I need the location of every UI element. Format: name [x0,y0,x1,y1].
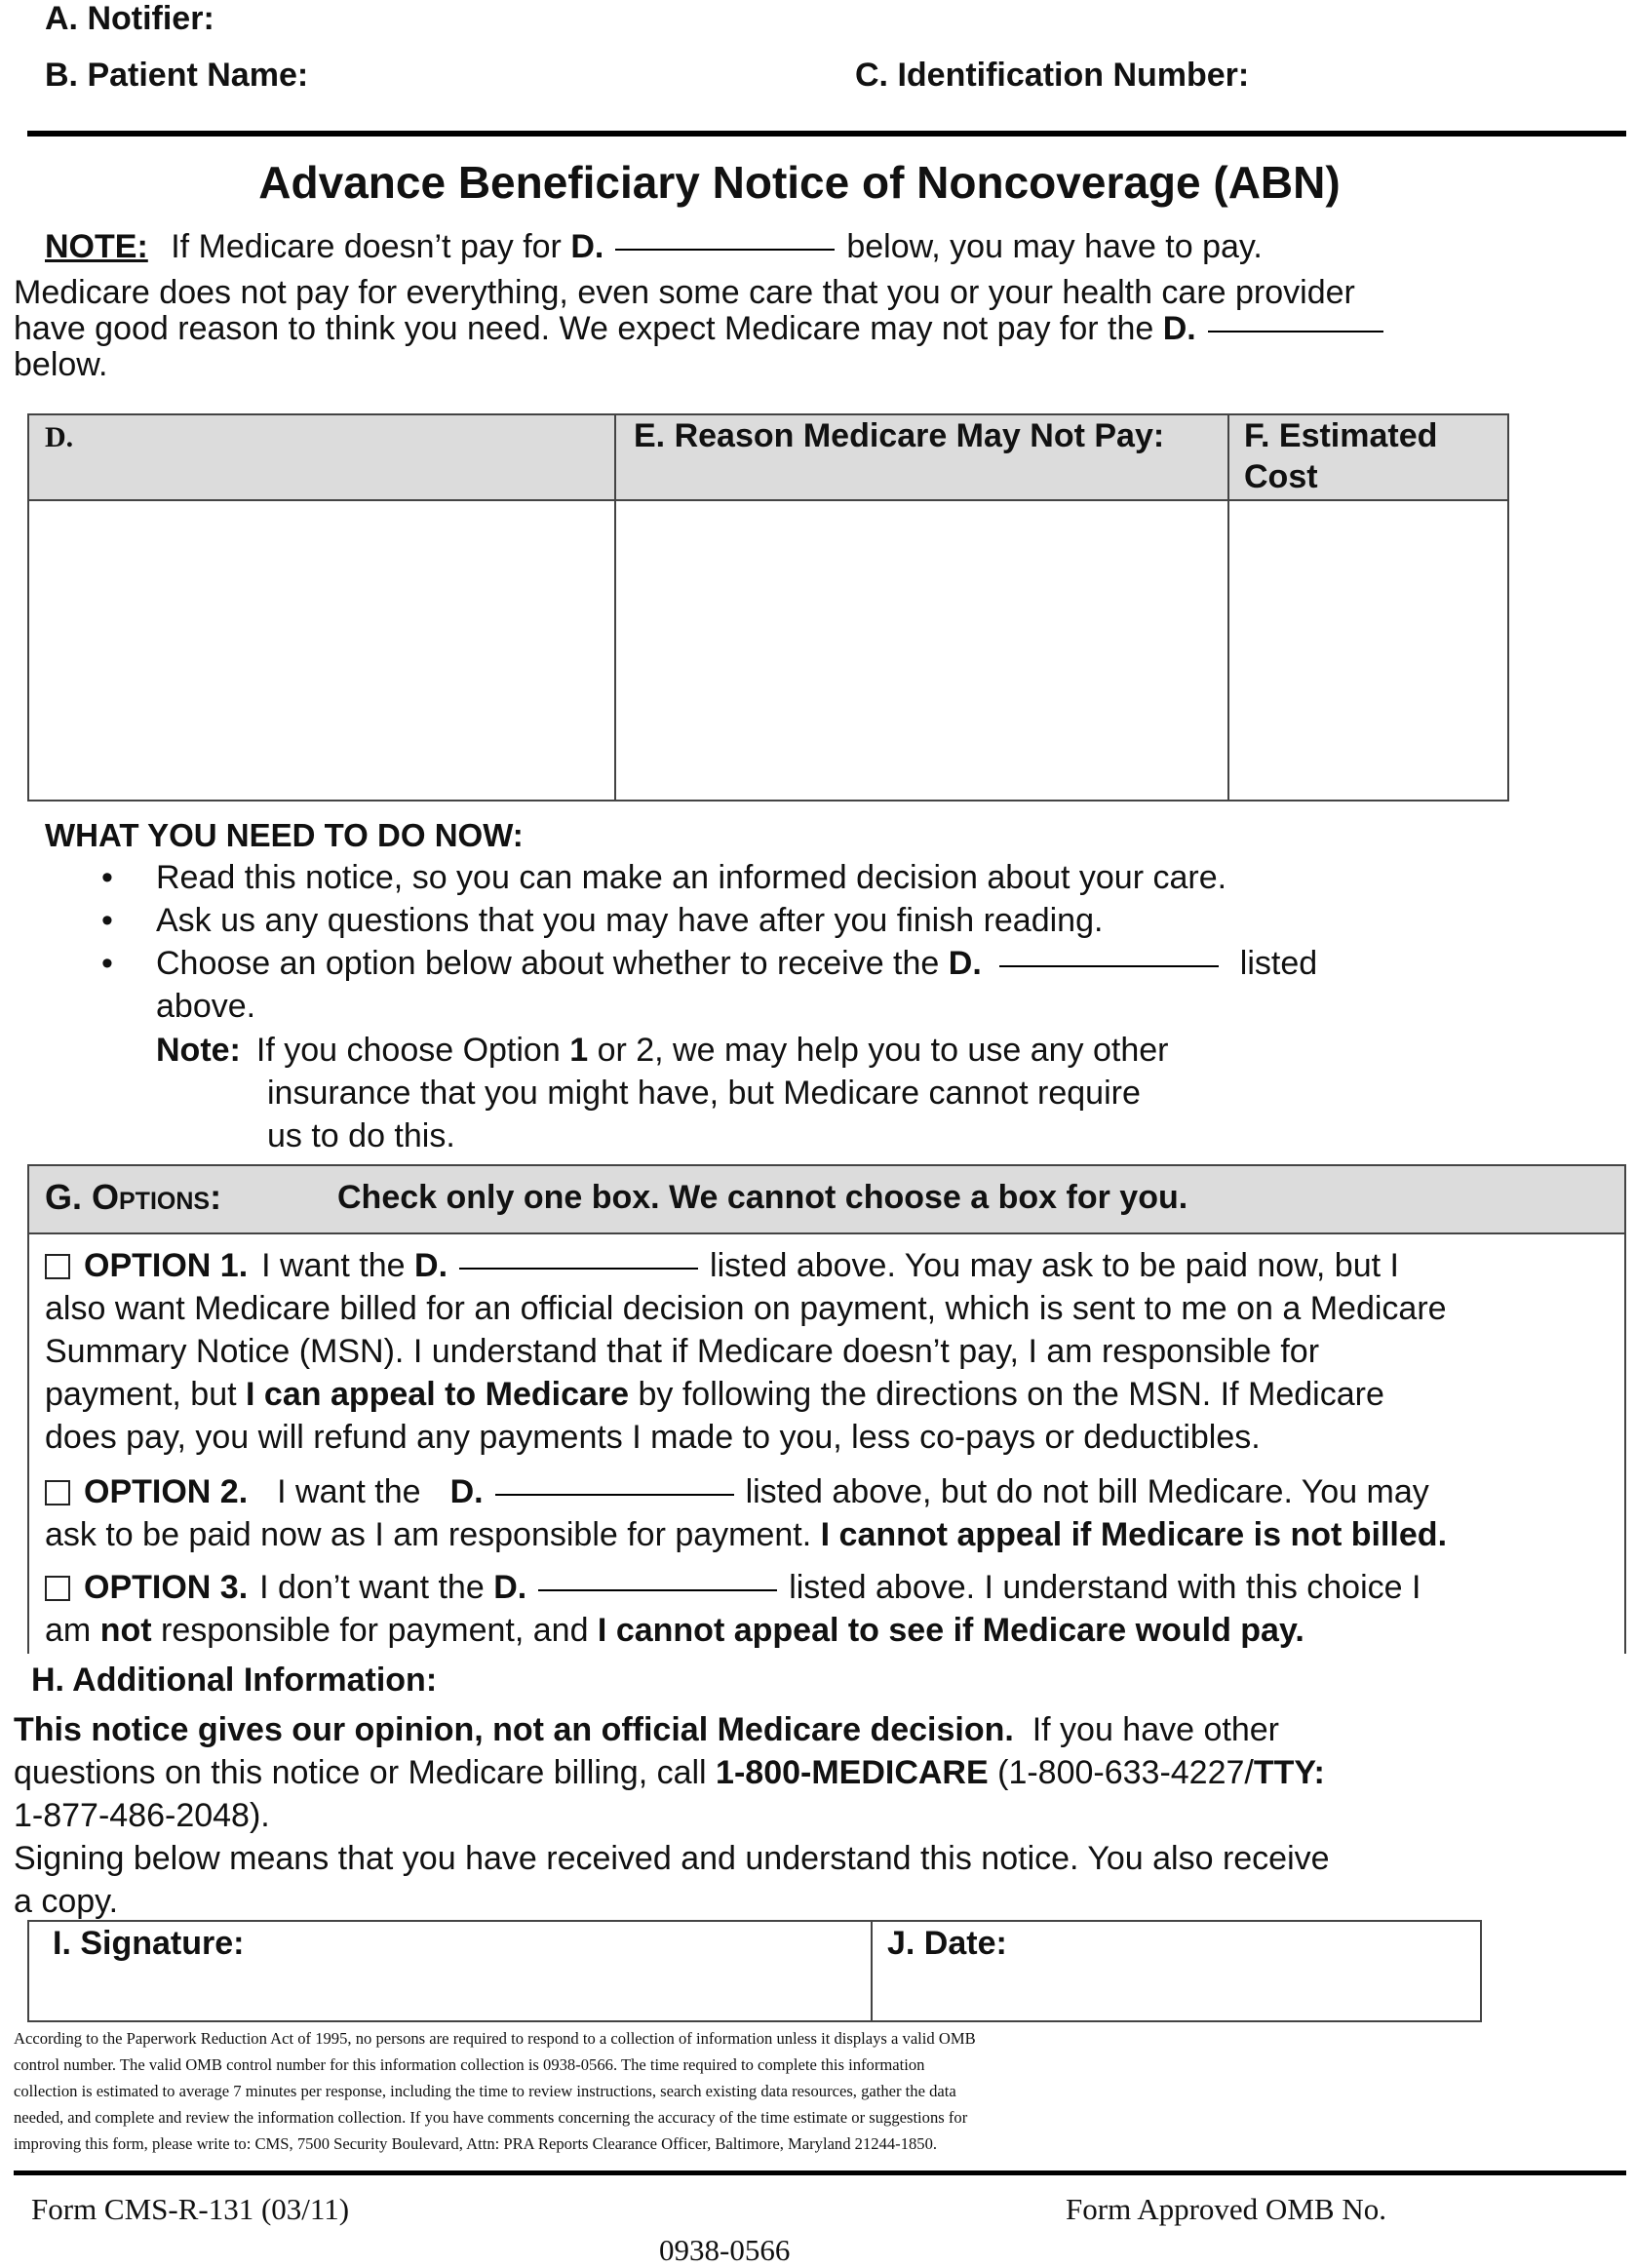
date-label: J. Date: [887,1925,1007,1962]
option-1-line-4a: payment, but [45,1376,247,1413]
option-1-line-2: also want Medicare billed for an official decision on payment, which is sent to me on a Medicare [45,1290,1447,1327]
option-2-line-2a: ask to be paid now as I am responsible for payment. [45,1516,821,1553]
intro-d: D. [1162,310,1196,347]
todo-item-2-text: Ask us any questions that you may have after you finish reading. [156,902,1104,939]
todo-item-1: • Read this notice, so you can make an informed decision about your care. [101,859,1227,896]
footer-rule [14,2170,1626,2175]
identification-number-label: C. Identification Number: [855,57,1250,94]
option-1-d: D. [414,1247,448,1284]
additional-heading: H. Additional Information: [31,1662,438,1699]
option-3-d: D. [493,1569,527,1606]
intro-line-2-text: have good reason to think you need. We expect Medicare may not pay for the [14,310,1163,347]
option-2-text-b: listed above, but do not bill Medicare. You may [745,1473,1429,1510]
paperwork-line-4: needed, and complete and review the information collection. If you have comments concerning the accuracy of the time estimate or suggestions for [14,2108,968,2127]
option-1-line-4c: by following the directions on the MSN. If Medicare [629,1376,1384,1413]
option-3-text-a: I don’t want the [259,1569,494,1606]
items-table-divider-1 [614,413,616,802]
option-1-checkbox[interactable] [45,1254,70,1279]
paperwork-notice [14,2025,1476,2157]
additional-line-2a: questions on this notice or Medicare billing, call [14,1754,717,1791]
options-right-border [1624,1232,1626,1654]
option-3-line-2d: I cannot appeal to see if Medicare would pay. [597,1612,1304,1649]
paperwork-line-1: According to the Paperwork Reduction Act of 1995, no persons are required to respond to a collection of information unless it displays a valid OMB [14,2029,976,2048]
todo-note-line-3: us to do this. [267,1117,455,1154]
todo-note-text-b: or 2, we may help you to use any other [588,1032,1169,1069]
option-3-checkbox[interactable] [45,1576,70,1601]
todo-item-3-cont [156,985,1317,1028]
tty-label: TTY: [1253,1754,1325,1791]
medicare-phone: 1-800-MEDICARE [716,1754,989,1791]
todo-note-line-2: insurance that you might have, but Medicare cannot require [267,1075,1141,1112]
option-3-line-2b: not [99,1612,152,1649]
notifier-label: A. Notifier: [45,0,214,37]
todo-item-3: • Choose an option below about whether to receive the D. listed [101,945,1318,982]
option-2-line-2b: I cannot appeal if Medicare is not billed [820,1516,1438,1553]
option-2-d-blank[interactable] [495,1493,734,1496]
todo-list [101,856,1318,1028]
todo-d-blank[interactable] [999,964,1219,967]
todo-item-3-d: D. [948,945,982,982]
note-label: NOTE: [45,228,148,265]
additional-line-1a: This notice gives our opinion, not an official Medicare decision. [14,1711,1014,1748]
option-2-label: OPTION 2. [84,1473,249,1510]
note-text: If Medicare doesn’t pay for [171,228,571,265]
items-table-header-rule [27,499,1509,501]
additional-line-1b: If you have other [1013,1711,1279,1748]
note-d-blank[interactable] [615,248,835,251]
signature-divider [871,1920,873,2022]
options-instruction: Check only one box. We cannot choose a box for you. [337,1179,1188,1216]
col-f-header: F. Estimated Cost [1244,417,1438,495]
todo-item-3-text: Choose an option below about whether to receive the [156,945,949,982]
option-3-line-2a: am [45,1612,100,1649]
form-id: Form CMS-R-131 (03/11) [31,2192,350,2226]
paperwork-line-5: improving this form, please write to: CMS, 7500 Security Boulevard, Attn: PRA Reports Clearance Officer, Baltimore, Maryland 21244-1850. [14,2134,938,2153]
note-line [45,225,1263,268]
form-title: Advance Beneficiary Notice of Noncoverage (ABN) [258,157,1341,208]
additional-paragraph [14,1708,1330,1923]
option-3-line-2c: responsible for payment, and [151,1612,598,1649]
todo-note-label: Note: [156,1032,241,1069]
options-heading: G. Options: [45,1177,222,1217]
omb-number: 0938-0566 [659,2233,791,2267]
paperwork-line-3: collection is estimated to average 7 minutes per response, including the time to review instructions, search existing data resources, gather the data [14,2082,956,2100]
todo-item-2: • Ask us any questions that you may have after you finish reading. [101,902,1104,939]
option-2-line-2c: . [1437,1516,1448,1553]
paperwork-line-2: control number. The valid OMB control number for this information collection is 0938-0566. The time required to complete this information [14,2055,925,2074]
option-1-text-a: I want the [261,1247,415,1284]
patient-name-label: B. Patient Name: [45,57,309,94]
todo-item-1-text: Read this notice, so you can make an informed decision about your care. [156,859,1227,896]
note-text-end: below, you may have to pay. [846,228,1263,265]
option-3 [45,1566,1421,1652]
option-1 [45,1244,1447,1459]
intro-line-3: below. [14,346,108,383]
option-3-label: OPTION 3. [84,1569,249,1606]
option-3-d-blank[interactable] [538,1588,777,1591]
option-1-label: OPTION 1. [84,1247,249,1284]
todo-note-text-a: If you choose Option [255,1032,570,1069]
option-2-d: D. [449,1473,484,1510]
todo-heading: WHAT YOU NEED TO DO NOW: [45,817,524,853]
todo-note [156,1029,1168,1157]
signature-field[interactable] [31,1966,868,2019]
option-1-text-b: listed above. You may ask to be paid now, but I [710,1247,1399,1284]
additional-line-5: a copy. [14,1883,119,1920]
item-d-cell[interactable] [31,503,612,800]
option-2-text-a: I want the [277,1473,421,1510]
signature-label: I. Signature: [53,1925,245,1962]
date-field[interactable] [876,1966,1478,2019]
additional-line-4: Signing below means that you have received and understand this notice. You also receive [14,1840,1330,1877]
option-2-checkbox[interactable] [45,1480,70,1505]
option-2 [45,1470,1447,1556]
option-1-d-blank[interactable] [459,1267,698,1270]
intro-paragraph [14,275,1395,383]
option-1-line-3: Summary Notice (MSN). I understand that if Medicare doesn’t pay, I am responsible for [45,1333,1320,1370]
tty-number: 1-877-486-2048). [14,1797,270,1834]
estimated-cost-cell[interactable] [1231,503,1507,800]
header-rule [27,131,1626,137]
todo-item-3-listed: listed [1239,945,1318,982]
option-1-line-4b: I can appeal to Medicare [246,1376,630,1413]
omb-approved-label: Form Approved OMB No. [1066,2192,1386,2226]
intro-line-1: Medicare does not pay for everything, even some care that you or your health care provider [14,274,1355,311]
option-3-text-b: listed above. I understand with this choice I [789,1569,1421,1606]
intro-line-2 [14,311,1395,347]
todo-note-1: 1 [569,1032,589,1069]
col-e-header: E. Reason Medicare May Not Pay: [634,417,1165,454]
option-1-line-5: does pay, you will refund any payments I made to you, less co-pays or deductibles. [45,1419,1261,1456]
items-table-divider-2 [1227,413,1229,802]
note-d: D. [570,228,604,265]
col-d-header: D. [45,421,74,453]
reason-cell[interactable] [618,503,1226,800]
additional-line-2c: (1-800-633-4227/ [988,1754,1254,1791]
intro-d-blank[interactable] [1208,330,1383,332]
todo-item-3-above: above. [156,988,256,1025]
options-left-border [27,1232,29,1654]
